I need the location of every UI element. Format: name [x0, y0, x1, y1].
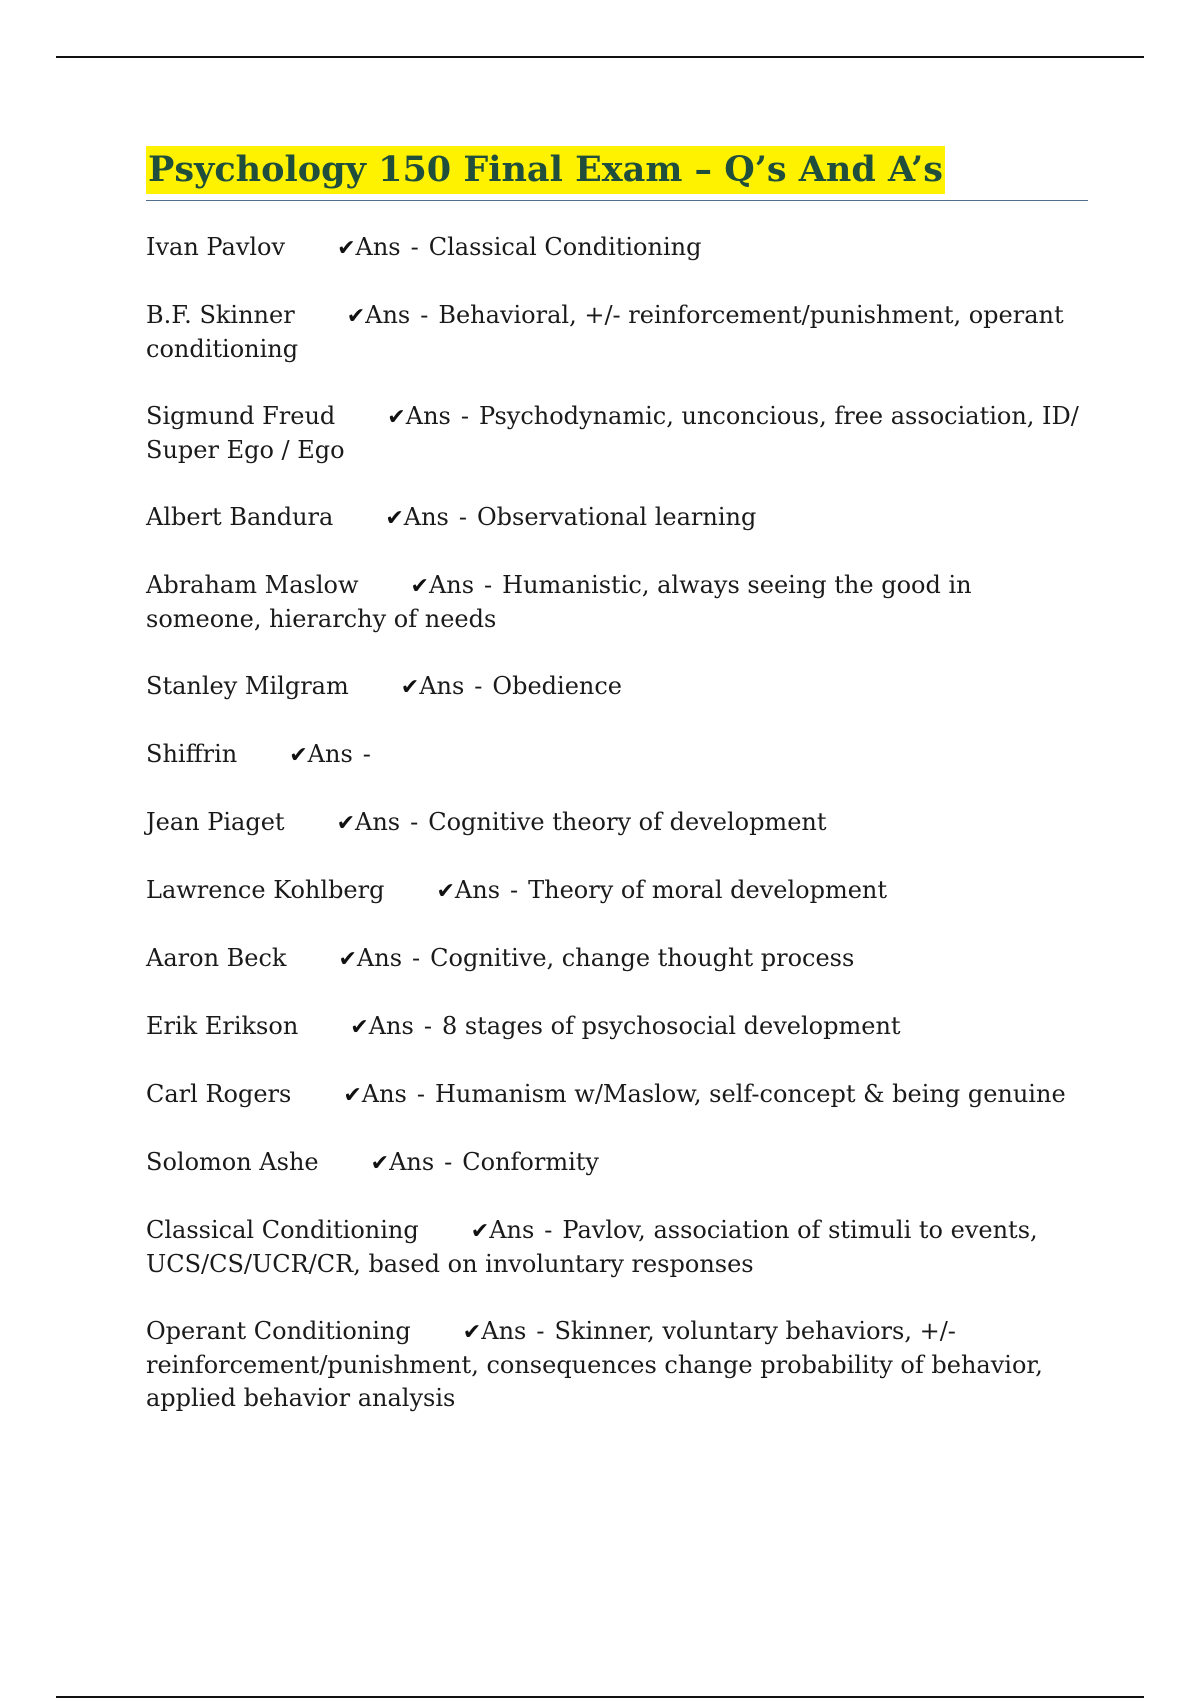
qa-answer: Pavlov, association of stimuli to events, UCS/CS/UCR/CR, based on involuntary responses [146, 1216, 1038, 1278]
ans-label: Ans [365, 301, 411, 329]
qa-answer: Classical Conditioning [428, 233, 702, 261]
check-icon: ✔ [385, 506, 404, 531]
qa-term: Abraham Maslow [146, 571, 359, 599]
qa-item [146, 1146, 1088, 1180]
ans-label: Ans [356, 944, 403, 972]
ans-separator: - [536, 1317, 545, 1345]
qa-answer: Conformity [462, 1148, 599, 1176]
check-icon: ✔ [370, 1151, 390, 1176]
check-icon: ✔ [470, 1219, 490, 1244]
qa-answer: Humanism w/Maslow, self-concept & being genuine [434, 1080, 1066, 1108]
check-icon: ✔ [400, 675, 420, 700]
ans-separator: - [362, 740, 371, 768]
ans-separator: - [420, 301, 429, 329]
ans-separator: - [510, 876, 519, 904]
ans-separator: - [544, 1216, 553, 1244]
qa-term: Stanley Milgram [146, 672, 349, 700]
ans-separator: - [423, 1012, 432, 1040]
ans-separator: - [484, 571, 493, 599]
check-icon: ✔ [350, 1015, 369, 1040]
check-icon: ✔ [337, 236, 356, 261]
ans-label: Ans [389, 1148, 435, 1176]
qa-item [146, 1010, 1088, 1044]
qa-term: Carl Rogers [146, 1080, 292, 1108]
ans-separator: - [412, 944, 421, 972]
header-rule [56, 56, 1144, 58]
ans-separator: - [410, 808, 419, 836]
qa-answer: Cognitive theory of development [428, 808, 827, 836]
qa-term: Lawrence Kohlberg [146, 876, 385, 904]
qa-term: Shiffrin [146, 740, 238, 768]
check-icon: ✔ [346, 304, 366, 329]
qa-answer: Psychodynamic, unconcious, free association, ID/ Super Ego / Ego [146, 402, 1079, 464]
ans-label: Ans [368, 1012, 414, 1040]
qa-term: Aaron Beck [146, 944, 287, 972]
ans-label: Ans [355, 808, 401, 836]
qa-term: Solomon Ashe [146, 1148, 319, 1176]
qa-answer: Humanistic, always seeing the good in someone, hierarchy of needs [146, 571, 972, 633]
qa-term: Classical Conditioning [146, 1216, 419, 1244]
footer-rule [56, 1696, 1144, 1698]
qa-answer: Observational learning [476, 503, 757, 531]
qa-item [146, 806, 1088, 840]
check-icon: ✔ [387, 405, 406, 430]
check-icon: ✔ [462, 1320, 482, 1345]
ans-label: Ans [307, 740, 353, 768]
qa-item [146, 501, 1088, 535]
ans-label: Ans [355, 233, 401, 261]
qa-item [146, 400, 1088, 467]
qa-answer: Cognitive, change thought process [430, 944, 855, 972]
qa-answer: Behavioral, +/- reinforcement/punishment, operant conditioning [146, 301, 1064, 363]
ans-label: Ans [481, 1317, 527, 1345]
qa-term: Jean Piaget [146, 808, 285, 836]
check-icon: ✔ [436, 879, 455, 904]
document-body [146, 146, 1088, 1449]
ans-separator: - [460, 402, 469, 430]
check-icon: ✔ [336, 811, 355, 836]
qa-item [146, 1315, 1088, 1415]
qa-item [146, 942, 1088, 976]
ans-separator: - [444, 1148, 453, 1176]
qa-term: Erik Erikson [146, 1012, 299, 1040]
ans-label: Ans [428, 571, 475, 599]
qa-answer: Skinner, voluntary behaviors, +/- reinforcement/punishment, consequences change probability of behavior, applied behavior analysis [146, 1317, 1043, 1412]
qa-item [146, 569, 1088, 636]
qa-item [146, 231, 1088, 265]
ans-label: Ans [361, 1080, 407, 1108]
qa-item [146, 1214, 1088, 1281]
ans-separator: - [416, 1080, 425, 1108]
ans-label: Ans [489, 1216, 535, 1244]
qa-item [146, 874, 1088, 908]
qa-term: Sigmund Freud [146, 402, 336, 430]
qa-list [146, 231, 1088, 1415]
ans-label: Ans [454, 876, 501, 904]
check-icon: ✔ [343, 1083, 362, 1108]
qa-term: Albert Bandura [146, 503, 334, 531]
qa-term: Ivan Pavlov [146, 233, 286, 261]
document-title: Psychology 150 Final Exam – Q’s And A’s [146, 146, 945, 194]
ans-separator: - [410, 233, 419, 261]
qa-term: Operant Conditioning [146, 1317, 411, 1345]
title-block [146, 146, 1088, 201]
ans-label: Ans [405, 402, 451, 430]
qa-answer: Obedience [492, 672, 622, 700]
qa-item [146, 670, 1088, 704]
ans-separator: - [474, 672, 483, 700]
qa-answer: 8 stages of psychosocial development [441, 1012, 901, 1040]
qa-item [146, 1078, 1088, 1112]
qa-item [146, 738, 1088, 772]
qa-term: B.F. Skinner [146, 301, 295, 329]
check-icon: ✔ [338, 947, 357, 972]
qa-item [146, 299, 1088, 366]
ans-label: Ans [403, 503, 449, 531]
check-icon: ✔ [410, 574, 429, 599]
check-icon: ✔ [289, 743, 308, 768]
qa-answer: Theory of moral development [528, 876, 888, 904]
ans-separator: - [458, 503, 467, 531]
ans-label: Ans [419, 672, 465, 700]
